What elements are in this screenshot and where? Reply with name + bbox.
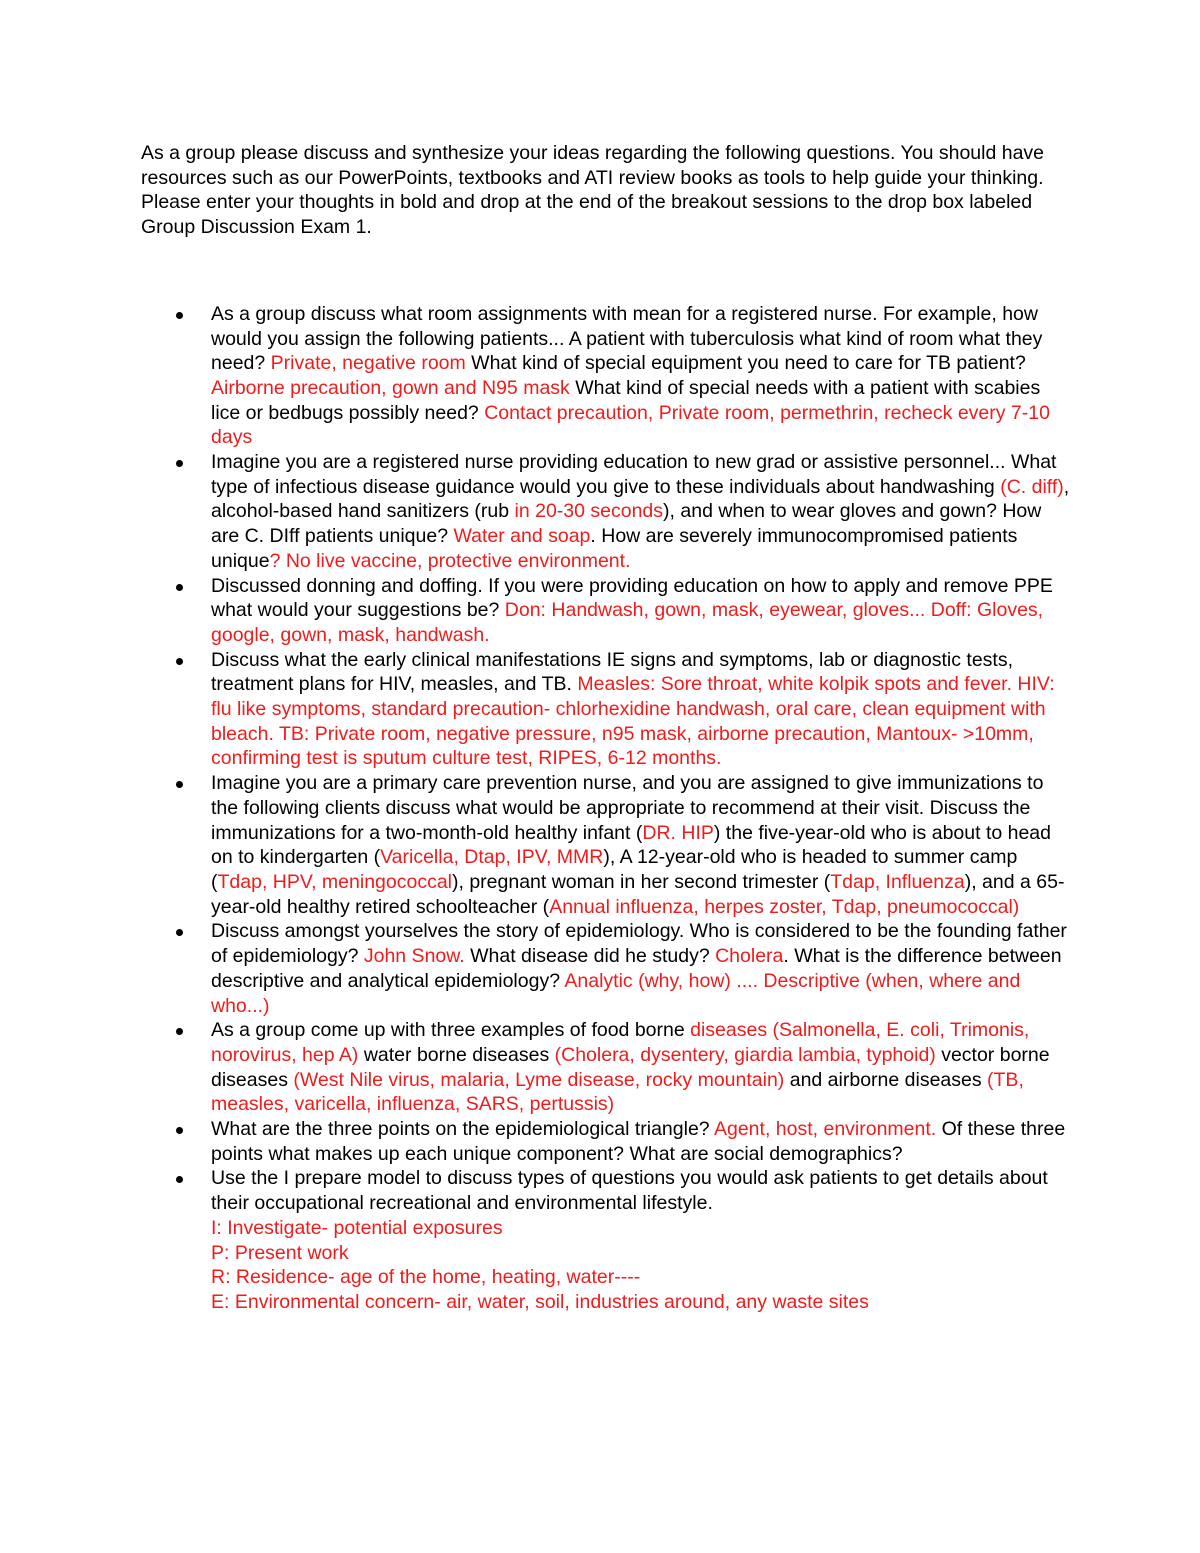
question-text: . What is the difference between descriptive and analytical epidemiology? (211, 945, 1062, 992)
answer-text: Don: Handwash, gown, mask, eyewear, gloves... Doff: Gloves, google, gown, mask, handwash. (211, 599, 1044, 646)
document-page (141, 141, 1071, 1315)
answer-text: John Snow. (363, 945, 465, 968)
question-text: and airborne diseases (784, 1068, 988, 1091)
question-text: What kind of special equipment you need to care for TB patient? (465, 352, 1026, 375)
question-item (211, 1166, 1071, 1314)
question-text: ), and a 65-year-old healthy retired schoolteacher ( (211, 870, 1065, 918)
answer-text: Cholera (715, 945, 784, 968)
answer-text: Contact precaution, Private room, permethrin, recheck every 7-10 days (211, 401, 1050, 449)
answer-text: Annual influenza, herpes zoster, Tdap, pneumococcal) (549, 895, 1020, 918)
question-text: Discuss what the early clinical manifestations IE signs and symptoms, lab or diagnostic tests, treatment plans for HIV, measles, and TB. (211, 648, 1014, 696)
question-item (211, 1117, 1071, 1166)
bullet-icon (176, 658, 183, 665)
question-text: ), pregnant woman in her second trimester ( (452, 870, 831, 893)
question-text: Imagine you are a registered nurse providing education to new grad or assistive personnel... What type of infectious disease guidance would you give to these individuals about handwashing (211, 451, 1057, 498)
answer-text: (Cholera, dysentery, giardia lambia, typhoid) (554, 1043, 936, 1066)
question-text: Discuss amongst yourselves the story of epidemiology. Who is considered to be the founding father of epidemiology? (211, 920, 1067, 968)
answer-text: Tdap, HPV, meningococcal (217, 870, 452, 893)
iprepare-line: R: Residence- age of the home, heating, water---- (211, 1266, 641, 1289)
question-item (211, 574, 1071, 648)
question-text: ) the five-year-old who is about to head on to kindergarten ( (211, 821, 1051, 869)
question-text: What are the three points on the epidemiological triangle? (211, 1118, 714, 1141)
answer-text: DR. HIP (642, 821, 714, 844)
answer-text: in 20-30 seconds (514, 500, 664, 523)
answer-text: Airborne precaution, gown and N95 mask (211, 376, 570, 399)
question-text: Of these three points what makes up each unique component? What are social demographics? (211, 1118, 1066, 1165)
bullet-icon (176, 1028, 183, 1035)
answer-text: (C. diff) (1000, 475, 1064, 498)
answer-text: Measles: Sore throat, white kolpik spots and fever. HIV: flu like symptoms, standard precaution- chlorhexidine handwash, oral care, clean equipment with bleach. TB: Private room, negative pressure, n95 mask, airborne precaution, Mantoux- >10mm, confirming test is sputum culture test, RIPES, 6-12 months. (211, 673, 1055, 770)
question-item (211, 450, 1071, 574)
answer-text: Agent, host, environment. (713, 1118, 937, 1141)
iprepare-line: I: Investigate- potential exposures (211, 1216, 503, 1239)
bullet-icon (176, 584, 183, 591)
question-text: What disease did he study? (464, 945, 716, 968)
question-item (211, 919, 1071, 1018)
question-text: , alcohol-based hand sanitizers (rub (211, 475, 1070, 523)
answer-text: Analytic (why, how) .... Descriptive (when, where and who...) (211, 969, 1021, 1017)
question-text: As a group come up with three examples of food borne (211, 1019, 691, 1042)
question-item (211, 302, 1071, 450)
question-item (211, 771, 1071, 919)
bullet-icon (176, 312, 183, 319)
question-text: . How are severely immunocompromised patients unique (211, 525, 1018, 572)
question-list (141, 302, 1071, 1315)
question-text: As a group discuss what room assignments with mean for a registered nurse. For example, how would you assign the following patients... A patient with tuberculosis what kind of room what they need? (211, 302, 1043, 375)
question-text: Imagine you are a primary care prevention nurse, and you are assigned to give immunizations to the following clients discuss what would be appropriate to recommend at their visit. Discuss the immunizations for a two-month-old healthy infant ( (211, 772, 1044, 844)
bullet-icon (176, 781, 183, 788)
bullet-icon (176, 1127, 183, 1134)
bullet-icon (176, 1176, 183, 1183)
question-text: ), and when to wear gloves and gown? How are C. DIff patients unique? (211, 500, 1042, 548)
question-text: ), A 12-year-old who is headed to summer camp ( (211, 846, 1018, 893)
question-text: vector borne diseases (211, 1043, 1050, 1091)
iprepare-line: E: Environmental concern- air, water, soil, industries around, any waste sites (211, 1290, 869, 1313)
iprepare-line: P: Present work (211, 1241, 349, 1264)
question-text: water borne diseases (358, 1043, 555, 1066)
bullet-icon (176, 460, 183, 467)
question-item (211, 648, 1071, 772)
answer-text: Tdap, Influenza (830, 870, 965, 893)
answer-text: (West Nile virus, malaria, Lyme disease, rocky mountain) (293, 1068, 785, 1091)
question-text: Discussed donning and doffing. If you were providing education on how to apply and remove PPE what would your suggestions be? (211, 574, 1053, 622)
question-text: Use the I prepare model to discuss types of questions you would ask patients to get details about their occupational recreational and environmental lifestyle. (211, 1167, 1048, 1215)
question-item (211, 1018, 1071, 1117)
answer-text: Private, negative room (270, 352, 466, 375)
intro-paragraph: As a group please discuss and synthesize your ideas regarding the following questions. You should have resources such as our PowerPoints, textbooks and ATI review books as tools to help guide your thinking. Please enter your thoughts in bold and drop at the end of the breakout sessions to the drop box labeled Group Discussion Exam 1. (141, 142, 1045, 239)
answer-text: diseases (Salmonella, E. coli, Trimonis, norovirus, hep A) (211, 1019, 1030, 1066)
answer-text: ? No live vaccine, protective environment. (269, 549, 631, 572)
bullet-icon (176, 929, 183, 936)
question-text: What kind of special needs with a patient with scabies lice or bedbugs possibly need? (211, 376, 1041, 424)
answer-text: (TB, measles, varicella, influenza, SARS, pertussis) (211, 1068, 1024, 1116)
answer-text: Water and soap (453, 525, 591, 548)
answer-text: Varicella, Dtap, IPV, MMR (380, 846, 604, 869)
